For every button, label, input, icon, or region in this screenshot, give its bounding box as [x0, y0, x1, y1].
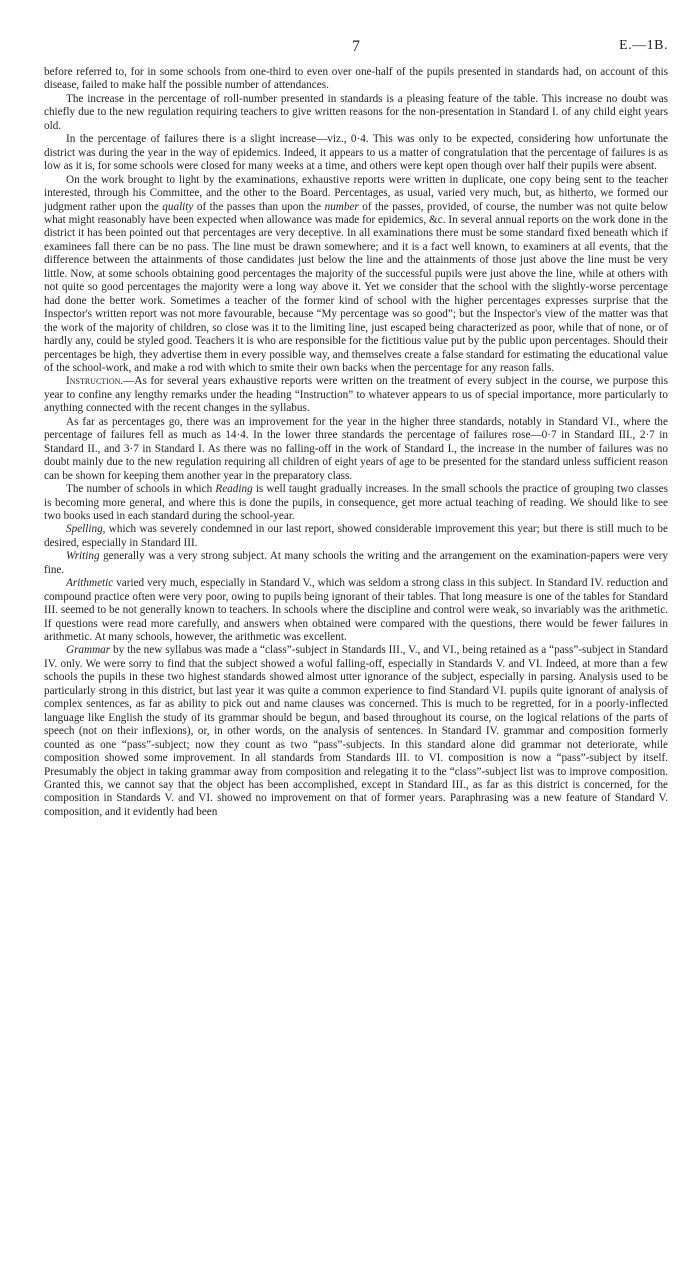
paragraph-roll-number: The increase in the percentage of roll-number presented in standards is a pleasing feature of the table. This increase no doubt was chiefly due to the new regulation requiring teachers to give written reasons for the non-presentation in Standard I. of any child eight years old. [44, 92, 668, 132]
text-run: generally was a very strong subject. At many schools the writing and the arrangement on the examination-papers were very fine. [44, 550, 668, 576]
subject-grammar: Grammar [66, 644, 111, 657]
paragraph-failures: In the percentage of failures there is a slight increase—viz., 0·4. This was only to be expected, considering how unfortunate the district was during the year in the way of epidemics. Indeed, it appears to us a matter of congratulation that the percentage of failures is as low as it is, for some schools were closed for many weeks at a time, and others were kept open though over half their pupils were absent. [44, 133, 668, 173]
text-run: by the new syllabus was made a “class”-subject in Standards III., V., and VI., being retained as a “pass”-subject in Standard IV. only. We were sorry to find that the subject showed a woful falling-off, especially in Standards V. and VI. Indeed, at more than a few schools the pupils in these two highest standards showed almost utter ignorance of the subject, especially in parsing. Analysis used to be particularly strong in this district, but last year it was quite a common experience to find Standard VI. pupils quite ignorant of analysis of complex sentences, as far as ability to pick out and name clauses was concerned. This is much to be regretted, for in a poorly-inflected language like English the study of its grammar should be begun, and based throughout its course, on the logical relations of the parts of speech (not on their inflexions), or, in other words, on the analysis of sentences. In Standard IV. grammar and composition formerly counted as one “pass”-subject; now they count as two “pass”-subjects. In this standard alone did grammar not deteriorate, while composition showed some improvement. In all standards from Standards III. to VI. composition is now a “pass”-subject by itself. Presumably the object in taking grammar away from composition and relegating it to the “class”-subject list was to improve composition. Granted this, we cannot say that the object has been accomplished, except in Standard III., as far as this district is concerned, for the composition in Standards V. and VI. showed no improvement on that of former years. Paraphrasing was a new feature of Standard V. composition, and it evidently had been [44, 644, 668, 818]
paragraph-writing [44, 550, 668, 577]
page-header [44, 38, 668, 58]
paragraph-percentages [44, 174, 668, 376]
text-run: which was severely condemned in our last report, showed considerable improvement this year; but there is still much to be desired, especially in Standard III. [44, 523, 668, 549]
text-run: of the passes than upon the [193, 200, 325, 213]
text-run: On the work brought to light by the examinations, exhaustive reports were written in duplicate, one copy being sent to the teacher interested, through his Committee, and the other to the Board. Percentages, as usual, varied very much, but, as hitherto, we formed our judgment rather upon the [44, 173, 668, 213]
paragraph-arithmetic [44, 577, 668, 644]
text-run: varied very much, especially in Standard V., which was seldom a strong class in this subject. In Standard IV. reduction and compound practice often were very poor, owing to pupils being ignorant of their tables. That long measure is one of the tables for Standard III. seemed to be not generally known to teachers. In schools where the discipline and control were weak, so invariably was the arithmetic. If questions were read more carefully, and answers when obtained were compared with the questions, there would be fewer failures in arithmetic. At many schools, however, the arithmetic was excellent. [44, 577, 668, 644]
text-run: is well taught gradually increases. In the small schools the practice of grouping two classes is becoming more general, and where this is done the pupils, in consequence, get more actual teaching of reading. We should like to see two books used in each standard during the school-year. [44, 483, 668, 522]
text-run: —As for several years exhaustive reports were written on the treatment of every subject in the course, we purpose this year to confine any lengthy remarks under the heading “Instruction” to whatever appears to us of special importance, more particularly to anything connected with the recent changes in the syllabus. [44, 375, 668, 415]
emphasis-number: number [324, 200, 359, 213]
section-heading-instruction: Instruction. [66, 375, 124, 388]
emphasis-quality: quality [162, 200, 194, 213]
report-body [44, 66, 668, 819]
paragraph-standards: As far as percentages go, there was an improvement for the year in the higher three standards, notably in Standard VI., where the percentage of failures fell as much as 14·4. In the lower three standards the percentage of failures rose—0·7 in Standard III., 2·7 in Standard II., and 3·7 in Standard I. As there was no falling-off in the work of Standard I., the increase in the number of failures was no doubt mainly due to the new regulation requiring all children of eight years of age to be presented for the standard unless sufficient reason can be shown for keeping them another year in the preparatory class. [44, 415, 668, 482]
paragraph-spelling [44, 523, 668, 550]
subject-spelling: Spelling, [66, 523, 106, 536]
document-reference: E.—1B. [619, 38, 668, 53]
paragraph-instruction [44, 375, 668, 415]
paragraph-reading [44, 483, 668, 523]
paragraph-grammar [44, 644, 668, 819]
text-run: of the passes, provided, of course, the number was not quite below what might reasonably have been expected when allowance was made for epidemics, &c. In several annual reports on the work done in the district it has been pointed out that percentages are very deceptive. In all examinations there must be some standard fixed beneath which if examinees fall there can be no pass. The line must be drawn somewhere; and it is a fact well known, to examiners at all events, that the difference between the attainments of those candidates just below the line and the attainments of those just above the line must be very little. Now, at some schools obtaining good percentages the majority of the successful pupils were just above the line, while at others with not quite so good percentages the majority were a long way above it. Yet we consider that the school with the slightly-worse percentage had done the better work. Sometimes a teacher of the former kind of school with the higher percentages expresses surprise that the Inspector's written report was not more favourable, because “My percentage was so good”; but the Inspector's view of the matter was that the work of the majority of children, so close was it to the limiting line, just escaped being characterized as poor, while that of none, or of hardly any, could be styled good. Teachers it is who are responsible for the fictitious value put by the public upon percentages. Should their percentages be high, they advertise them in every possible way, and themselves create a false standard for estimating the educational value of the school-work, and make a rod with which to smite their own backs when the percentage for any reason falls. [44, 200, 668, 374]
subject-arithmetic: Arithmetic [66, 577, 114, 590]
text-run: The number of schools in which [66, 483, 216, 496]
paragraph-continued: before referred to, for in some schools from one-third to even over one-half of the pupils presented in standards had, on account of this disease, failed to make half the possible number of attendances. [44, 66, 668, 92]
subject-reading: Reading [215, 483, 253, 496]
subject-writing: Writing [66, 550, 100, 563]
page-number: 7 [352, 38, 360, 55]
